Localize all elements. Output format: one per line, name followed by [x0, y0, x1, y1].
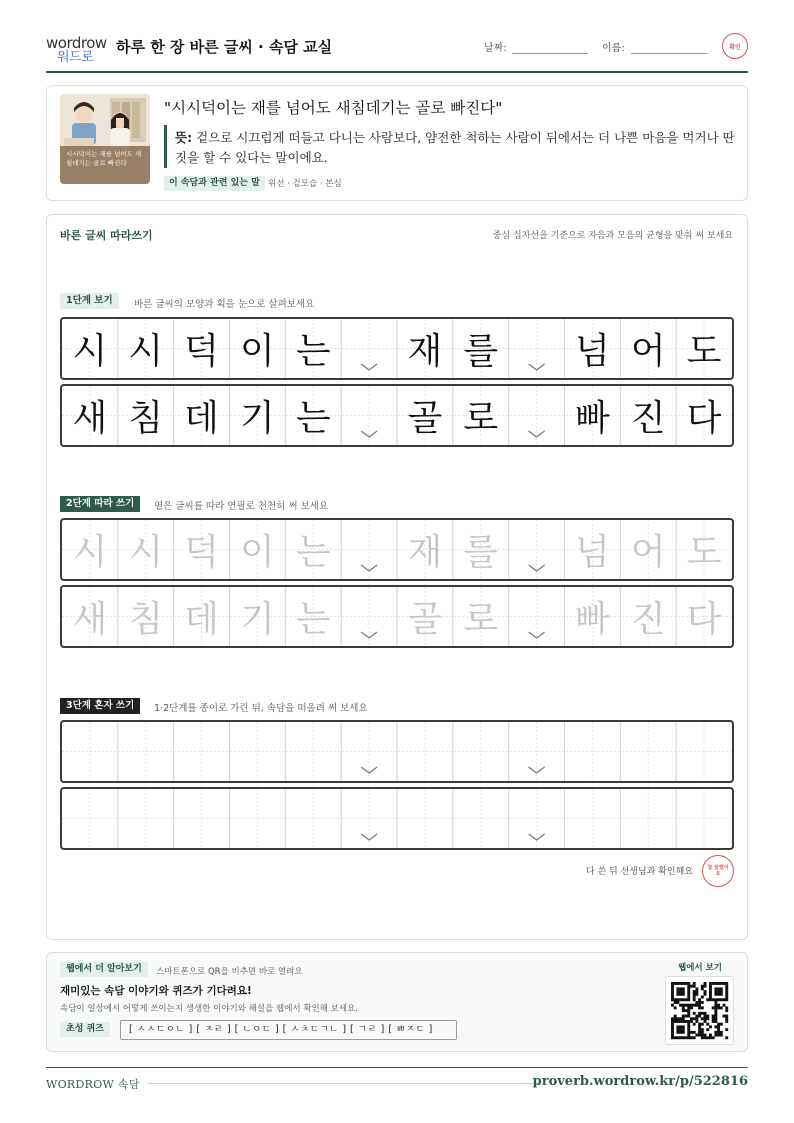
practice-char: 도: [686, 532, 722, 573]
meaning-text: 겉으로 시끄럽게 떠들고 다니는 사람보다, 얌전한 척하는 사람이 뒤에서는 더 나쁜 마음을 먹거나 딴짓을 할 수 있다는 말이에요.: [175, 130, 735, 165]
practice-char: 새: [72, 398, 108, 439]
practice-char: 다: [686, 599, 722, 640]
practice-char: 재: [407, 331, 443, 372]
practice-char: 는: [295, 398, 331, 439]
practice-char: 시: [128, 331, 164, 372]
practice-char: 다: [686, 398, 722, 439]
header-divider: [46, 71, 748, 73]
practice-char: 진: [630, 599, 666, 640]
date-label: 날짜:: [484, 43, 507, 54]
practice-char: 기: [240, 398, 275, 439]
web-title: 재미있는 속담 이야기와 퀴즈가 기다려요!: [60, 985, 252, 997]
confirm-stamp: [722, 33, 748, 59]
meaning-label: 뜻:: [175, 130, 193, 145]
practice-char: 로: [463, 398, 499, 439]
well-done-stamp-text: 참 잘했어요: [707, 865, 729, 877]
practice-char: 는: [295, 532, 331, 573]
practice-char: 넘: [575, 532, 610, 573]
quiz-tag: 초성 퀴즈: [60, 1022, 110, 1037]
practice-char: 빠: [575, 599, 610, 640]
stage1-tag: 1단계 보기: [60, 293, 119, 309]
practice-char: 도: [686, 331, 722, 372]
stage3-tag: 3단계 혼자 쓰기: [60, 698, 140, 714]
practice-char: 넘: [575, 331, 610, 372]
practice-char: 진: [630, 398, 666, 439]
practice-char: 는: [295, 331, 331, 372]
stage2-tag: 2단계 따라 쓰기: [60, 496, 140, 512]
practice-char: 기: [240, 599, 275, 640]
stage3-row-2[interactable]: [60, 787, 734, 850]
practice-char: 침: [128, 599, 164, 640]
web-description: 속담이 일상에서 어떻게 쓰이는지 생생한 이야기와 해설을 웹에서 확인해 보세요.: [60, 1004, 358, 1014]
related-words-tag: 이 속담과 관련 있는 말: [164, 176, 265, 191]
proverb-meaning: [175, 128, 735, 168]
practice-char: 어: [630, 331, 666, 372]
practice-char: 어: [630, 532, 666, 573]
practice-char: 덕: [184, 532, 219, 573]
footer-url[interactable]: proverb.wordrow.kr/p/522816: [532, 1074, 748, 1089]
footer-rule: [148, 1083, 540, 1084]
stage1-desc: 바른 글씨의 모양과 획을 눈으로 살펴보세요: [134, 299, 315, 310]
web-hint: 스마트폰으로 QR을 비추면 바로 열려요: [156, 967, 303, 977]
wordrow-logo: [46, 34, 108, 65]
practice-char: 를: [463, 532, 499, 573]
qr-label: 웹에서 보기: [677, 963, 722, 973]
web-tag: 웹에서 더 알아보기: [60, 962, 148, 977]
meaning-accent-bar: [164, 125, 167, 168]
chosung-quiz: [ ㅅㅅㄷㅇㄴ ] [ ㅈㄹ ] [ ㄴㅇㄷ ] [ ㅅㅊㄷㄱㄴ ] [ ㄱㄹ ] [ ㅃㅈㄷ ]: [120, 1020, 457, 1040]
logo-english: wordrow: [46, 34, 107, 52]
practice-char: 이: [240, 331, 275, 372]
practice-char: 덕: [184, 331, 219, 372]
teacher-check-text: 다 쓴 뒤 선생님과 확인해요: [585, 867, 693, 877]
practice-char: 시: [72, 532, 108, 573]
proverb-illustration: [60, 94, 150, 184]
page-title: 하루 한 장 바른 글씨 · 속담 교실: [116, 38, 333, 56]
practice-char: 시: [128, 532, 164, 573]
stage2-row-1[interactable]: [60, 518, 734, 581]
proverb-text: "시시덕이는 재를 넘어도 새침데기는 골로 빠진다": [164, 99, 503, 117]
logo-korean: 워드로: [57, 50, 94, 65]
date-field[interactable]: [512, 53, 588, 54]
stage2-row-2[interactable]: [60, 585, 734, 648]
practice-char: 시: [72, 331, 108, 372]
practice-char: 빠: [575, 398, 610, 439]
practice-char: 재: [407, 532, 443, 573]
stage3-desc: 1·2단계를 종이로 가린 뒤, 속담을 떠올려 써 보세요: [154, 703, 368, 714]
qr-code[interactable]: [665, 976, 734, 1045]
name-label: 이름:: [602, 43, 625, 54]
illustration-caption: 시시덕이는 재를 넘어도 새침데기는 골로 빠진다: [66, 150, 142, 167]
stage2-desc: 옅은 글씨를 따라 연필로 천천히 써 보세요: [154, 501, 329, 512]
confirm-stamp-text: 확인: [729, 43, 741, 51]
practice-char: 이: [240, 532, 275, 573]
stage3-row-1[interactable]: [60, 720, 734, 783]
well-done-stamp: [702, 855, 734, 887]
practice-char: 로: [463, 599, 499, 640]
practice-char: 데: [184, 599, 219, 640]
footer-divider: [46, 1067, 748, 1068]
related-words: 위선 · 겉모습 · 본심: [268, 179, 342, 189]
practice-char: 새: [72, 599, 108, 640]
name-field[interactable]: [631, 53, 707, 54]
practice-hint: 중심 십자선을 기준으로 자음과 모음의 균형을 맞춰 써 보세요: [492, 231, 733, 241]
stage1-row-1: [60, 317, 734, 380]
practice-title: 바른 글씨 따라쓰기: [60, 229, 153, 242]
footer-brand: WORDROW 속담: [46, 1078, 140, 1091]
stage1-row-2: [60, 384, 734, 447]
practice-char: 데: [184, 398, 219, 439]
practice-char: 골: [407, 398, 443, 439]
qr-code-icon: [666, 977, 733, 1044]
practice-char: 는: [295, 599, 331, 640]
practice-char: 침: [128, 398, 164, 439]
practice-char: 골: [407, 599, 443, 640]
practice-char: 를: [463, 331, 499, 372]
